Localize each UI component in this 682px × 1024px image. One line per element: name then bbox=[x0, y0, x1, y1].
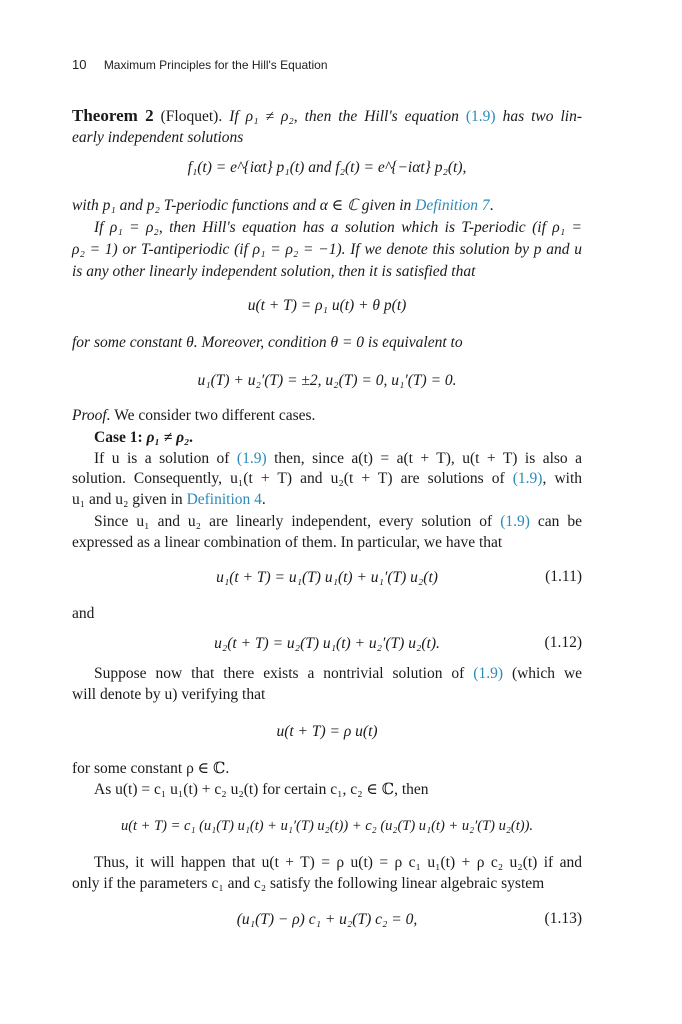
theorem-text-3b: . bbox=[489, 197, 494, 214]
equation-theta: u(t + T) = ρ₁ u(t) + θ p(t) bbox=[247, 297, 407, 314]
equation-ref-link[interactable]: (1.9) bbox=[473, 665, 503, 682]
equation-ref-link[interactable]: (1.9) bbox=[236, 450, 267, 467]
theorem-line-5: ρ₂ = 1) or T-antiperiodic (if ρ₁ = ρ₂ = −1). If we denote this solution by p and u bbox=[72, 241, 582, 258]
p3-text-1a: Suppose now that there exists a nontrivial solution of bbox=[94, 665, 465, 682]
p1-text-3a: u₁ and u₂ given in bbox=[72, 491, 183, 508]
proof-intro-text: We consider two different cases. bbox=[114, 407, 316, 424]
page-header bbox=[72, 57, 328, 72]
theorem-line-1 bbox=[72, 106, 582, 127]
equation-ref-link[interactable]: (1.9) bbox=[465, 108, 496, 125]
theorem-line-2: early independent solutions bbox=[72, 129, 244, 146]
p1-text-1a: If u is a solution of bbox=[94, 450, 230, 467]
p3-text-1b: (which we bbox=[511, 665, 583, 682]
proof-p2-line-2: expressed as a linear combination of them. In particular, we have that bbox=[72, 534, 503, 551]
theorem-line-7: for some constant θ. Moreover, condition θ = 0 is equivalent to bbox=[72, 334, 463, 351]
proof-p1-line-1 bbox=[94, 449, 582, 469]
case-label: Case 1: bbox=[94, 429, 143, 446]
equation-number-1-13: (1.13) bbox=[544, 910, 582, 927]
theorem-line-3 bbox=[72, 196, 582, 216]
running-title: Maximum Principles for the Hill's Equation bbox=[103, 58, 328, 72]
equation-ref-link[interactable]: (1.9) bbox=[500, 513, 530, 530]
definition-7-link[interactable]: Definition 7 bbox=[415, 197, 490, 214]
theorem-label: Theorem 2 bbox=[72, 106, 154, 125]
p2-text-1b: can be bbox=[537, 513, 583, 530]
equation-expansion: u(t + T) = c₁ (u₁(T) u₁(t) + u₁′(T) u₂(t)) + c₂ (u₂(T) u₁(t) + u₂′(T) u₂(t)). bbox=[120, 818, 534, 834]
proof-p3-line-2: will denote by u) verifying that bbox=[72, 686, 266, 703]
theorem-name: (Floquet). bbox=[160, 108, 223, 125]
and-text: and bbox=[72, 605, 95, 622]
equation-ref-link[interactable]: (1.9) bbox=[512, 470, 543, 487]
proof-p2-line-1 bbox=[94, 512, 582, 532]
definition-4-link[interactable]: Definition 4 bbox=[186, 491, 262, 508]
theorem-text-1b: has two lin- bbox=[502, 108, 582, 125]
equation-rho: u(t + T) = ρ u(t) bbox=[276, 723, 378, 740]
theorem-line-4: If ρ₁ = ρ₂, then Hill's equation has a solution which is T-periodic (if ρ₁ = bbox=[94, 219, 582, 236]
p1-text-2a: solution. Consequently, u₁(t + T) and u₂(t + T) are solutions of bbox=[72, 470, 505, 487]
proof-p5-line-1: Thus, it will happen that u(t + T) = ρ u(t) = ρ c₁ u₁(t) + ρ c₂ u₂(t) if and bbox=[94, 854, 582, 871]
page-number: 10 bbox=[72, 57, 87, 72]
theorem-line-6: is any other linearly independent solution, then it is satisfied that bbox=[72, 263, 476, 280]
equation-1-12: u₂(t + T) = u₂(T) u₁(t) + u₂′(T) u₂(t). bbox=[214, 635, 440, 652]
p2-text-1a: Since u₁ and u₂ are linearly independent, every solution of bbox=[94, 513, 493, 530]
equation-1-13: (u₁(T) − ρ) c₁ + u₂(T) c₂ = 0, bbox=[236, 911, 418, 928]
proof-p4-line-1: for some constant ρ ∈ ℂ. bbox=[72, 760, 230, 777]
equation-1-11: u₁(t + T) = u₁(T) u₁(t) + u₁′(T) u₂(t) bbox=[216, 569, 438, 586]
equation-floquet-solutions: f₁(t) = e^{iαt} p₁(t) and f₂(t) = e^{−iαt} p₂(t), bbox=[187, 159, 467, 176]
proof-label: Proof. bbox=[72, 407, 111, 424]
proof-p5-line-2: only if the parameters c₁ and c₂ satisfy the following linear algebraic system bbox=[72, 875, 545, 892]
case-condition: ρ₁ ≠ ρ₂. bbox=[146, 429, 194, 446]
proof-p1-line-3 bbox=[72, 490, 582, 510]
p1-text-1b: then, since a(t) = a(t + T), u(t + T) is also a bbox=[274, 450, 583, 467]
theorem-text-1a: If ρ₁ ≠ ρ₂, then the Hill's equation bbox=[229, 108, 459, 125]
p1-text-2b: , with bbox=[542, 470, 583, 487]
case-heading bbox=[94, 428, 582, 448]
proof-p3-line-1 bbox=[94, 664, 582, 684]
p1-text-3b: . bbox=[261, 491, 266, 508]
theorem-text-3a: with p₁ and p₂ T-periodic functions and α ∈ ℂ given in bbox=[72, 197, 412, 214]
equation-number-1-11: (1.11) bbox=[545, 568, 582, 585]
proof-intro bbox=[72, 406, 582, 426]
equation-condition: u₁(T) + u₂′(T) = ±2, u₂(T) = 0, u₁′(T) = 0. bbox=[197, 372, 457, 389]
proof-p4-line-2: As u(t) = c₁ u₁(t) + c₂ u₂(t) for certain c₁, c₂ ∈ ℂ, then bbox=[94, 781, 429, 798]
equation-number-1-12: (1.12) bbox=[544, 634, 582, 651]
proof-p1-line-2 bbox=[72, 469, 582, 489]
